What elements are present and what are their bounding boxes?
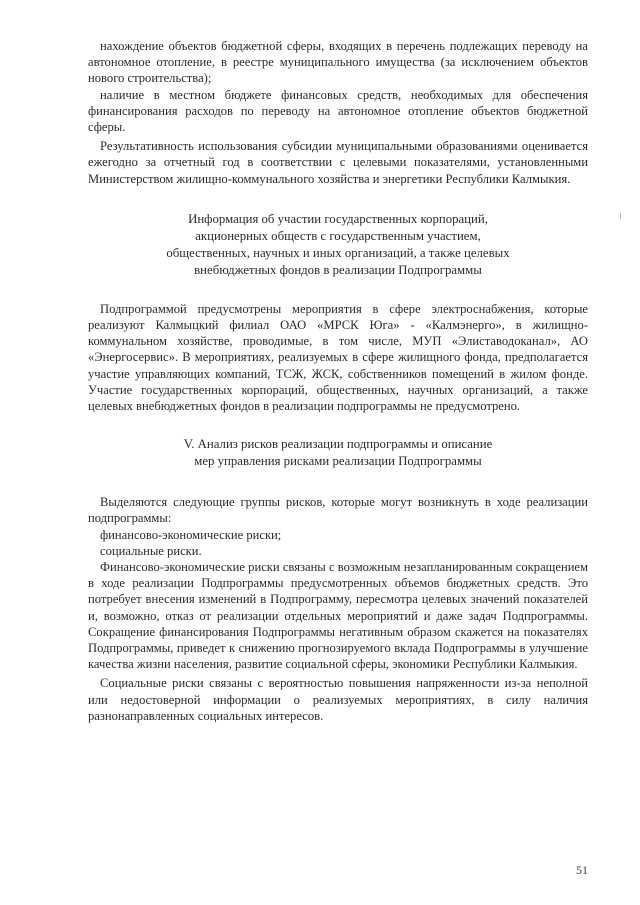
paragraph-subsidy-effectiveness: Результативность использования субсидии муниципальными образованиями оценивается ежегодно за отчетный год в соответствии с целевыми показателями, установленными Министерством жилищно-коммунального хозяйства и энергетики Республики Калмыкия. <box>88 139 588 186</box>
heading-line: Информация об участии государственных корпораций, <box>188 211 488 226</box>
paragraph-participants: Подпрограммой предусмотрены мероприятия в сфере электроснабжения, которые реализуют Калмыцкий филиал ОАО «МРСК Юга» - «Калмэнерго», в жилищно-коммунальном хозяйстве, проводимые, в том числе, МУП «Элиставодоканал», АО «Энергосервис». В мероприятиях, реализуемых в сфере жилищного фонда, предполагается участие управляющих компаний, ТСЖ, ЖСК, собственников помещений в жилом фонде. Участие государственных корпораций, общественных, научных организаций, а также целевых внебюджетных фондов в реализации подпрограммы не предусмотрено. <box>88 301 588 414</box>
page-number: 51 <box>576 863 588 877</box>
risk-item-social: социальные риски. <box>100 543 202 558</box>
paragraph-objects-registry: нахождение объектов бюджетной сферы, входящих в перечень подлежащих переводу на автономное отопление, в реестре муниципального имущества (за исключением объектов нового строительства); <box>88 39 588 86</box>
heading-line: общественных, научных и иных организаций, а также целевых <box>166 245 510 260</box>
section-heading-risks <box>88 436 588 470</box>
page-body <box>88 38 588 724</box>
heading-line: внебюджетных фондов в реализации Подпрограммы <box>194 262 482 277</box>
heading-line: V. Анализ рисков реализации подпрограммы и описание <box>183 437 493 452</box>
heading-line: мер управления рисками реализации Подпрограммы <box>194 454 482 469</box>
scan-mark <box>620 213 621 219</box>
risk-item-financial: финансово-экономические риски; <box>100 527 282 542</box>
paragraph-budget-funds: наличие в местном бюджете финансовых средств, необходимых для обеспечения финансирования расходов по переводу на автономное отопление объектов бюджетной сферы. <box>88 87 588 135</box>
heading-line: акционерных обществ с государственным участием, <box>195 228 481 243</box>
paragraph-social-risks: Социальные риски связаны с вероятностью повышения напряженности из-за неполной или недостоверной информации о реализуемых мероприятиях, в силу наличия разнонаправленных социальных интересов. <box>88 676 588 723</box>
section-heading-participation <box>88 211 588 279</box>
paragraph-risk-groups: Выделяются следующие группы рисков, которые могут возникнуть в ходе реализации подпрограммы: <box>88 495 588 526</box>
paragraph-financial-risks: Финансово-экономические риски связаны с возможным незапланированным сокращением в ходе реализации Подпрограммы предусмотренных объемов бюджетных средств. Это потребует внесения изменений в Подпрограмму, пересмотра целевых значений показателей и, возможно, отказ от реализации отдельных мероприятий и даже задач Подпрограммы. Сокращение финансирования Подпрограммы негативным образом скажется на показателях Подпрограммы, приведет к снижению прогнозируемого вклада Подпрограммы в улучшение качества жизни населения, развитие социальной сферы, экономики Республики Калмыкия. <box>88 560 588 672</box>
